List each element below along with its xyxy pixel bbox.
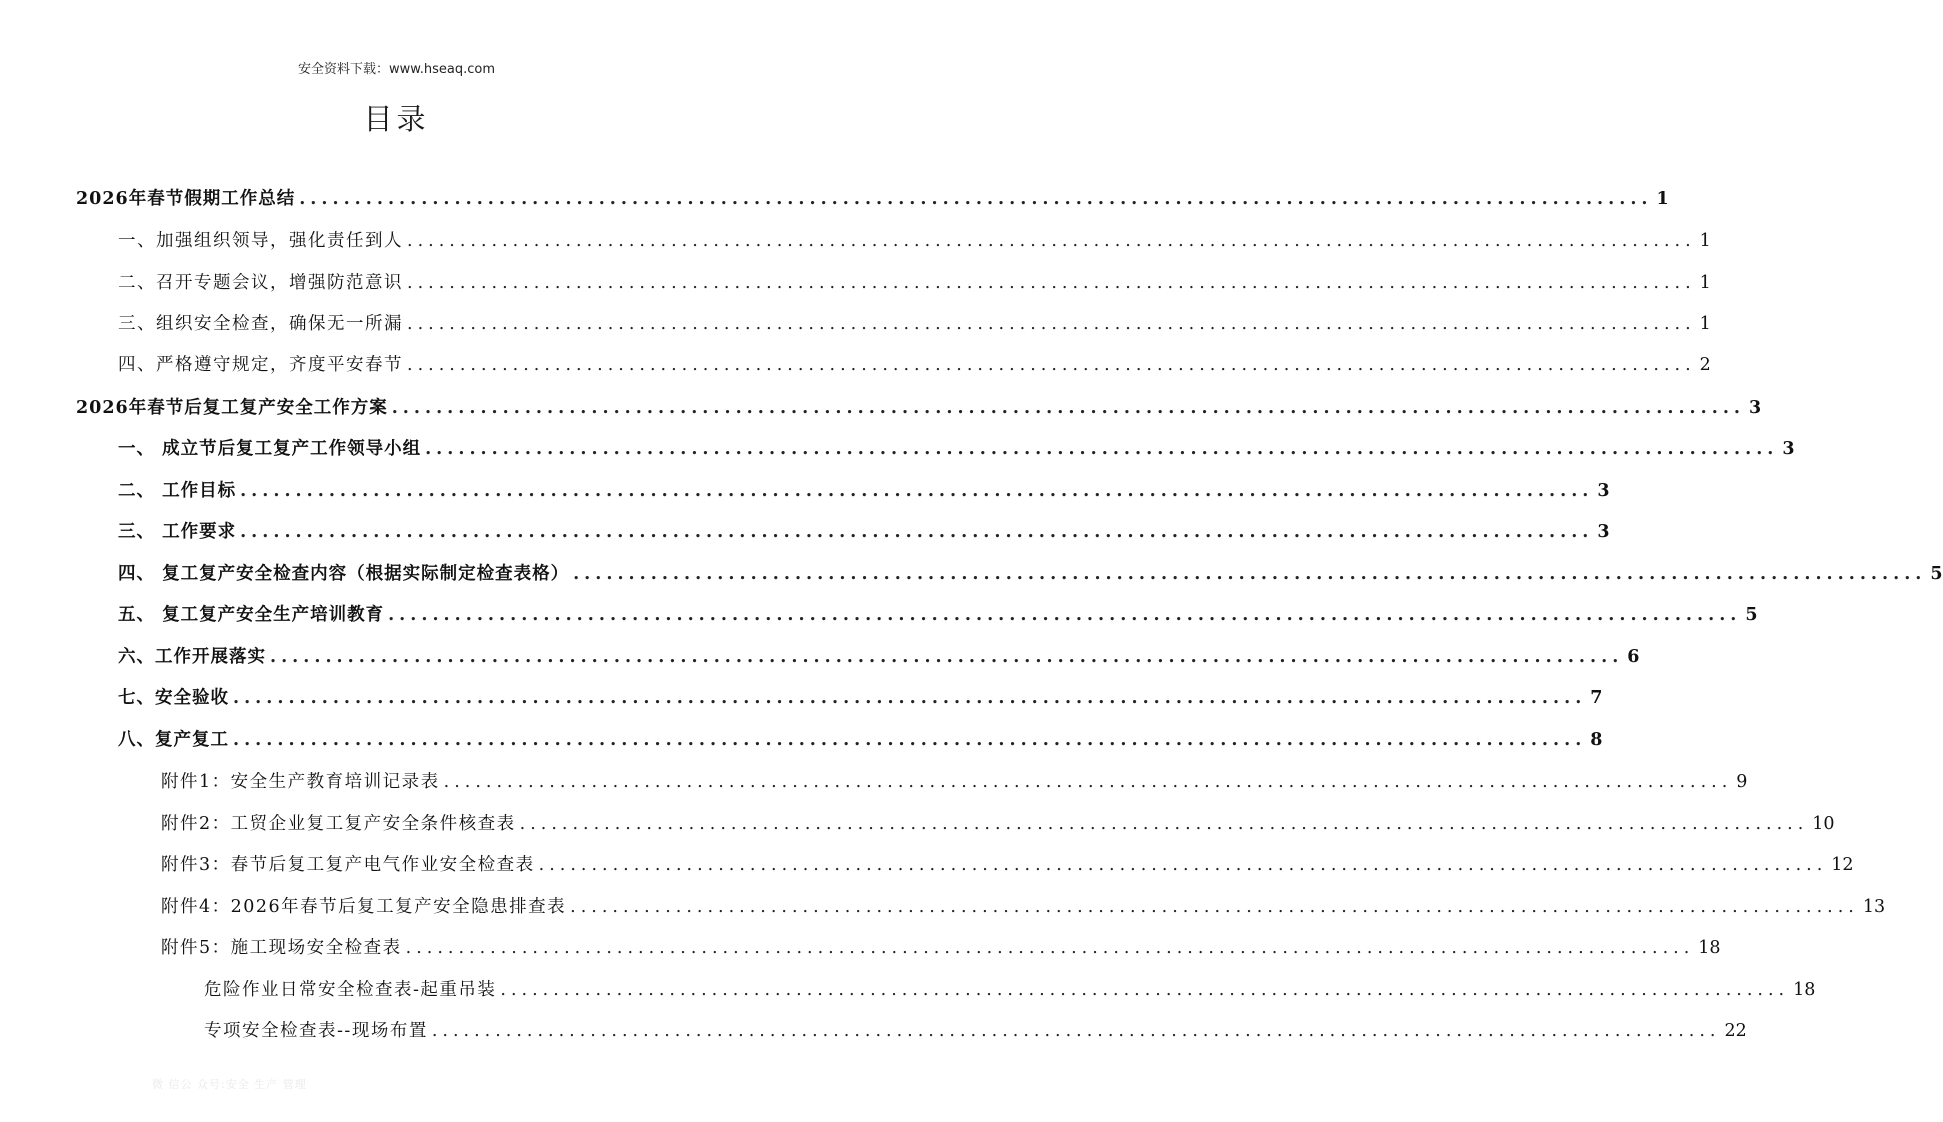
toc-page-number: 1: [1656, 189, 1669, 209]
toc-page-number: 7: [1590, 688, 1603, 708]
toc-entry-resumption-plan[interactable]: [76, 393, 1762, 419]
toc-page-number: 2: [1699, 355, 1711, 375]
toc-entry-attachment-3[interactable]: [161, 850, 1854, 876]
toc-page-number: 12: [1831, 855, 1854, 875]
toc-entry-site-layout-checklist[interactable]: [204, 1016, 1747, 1042]
toc-leader-dots: ..........................................................................................................................: [407, 273, 1696, 293]
toc-entry-inspection-content[interactable]: [118, 559, 1943, 585]
toc-entry-text: 三、组织安全检查，确保无一所漏: [118, 314, 403, 334]
toc-leader-dots: ..........................................................................................................................: [573, 564, 1927, 584]
toc-leader-dots: ..........................................................................................................................: [233, 730, 1587, 750]
toc-entry-work-requirements[interactable]: [118, 517, 1610, 543]
toc-entry-text: 六、工作开展落实: [118, 647, 266, 667]
toc-entry-text: 三、 工作要求: [118, 522, 237, 542]
toc-entry-text: 二、召开专题会议，增强防范意识: [118, 273, 403, 293]
toc-leader-dots: ..........................................................................................................................: [500, 980, 1790, 1000]
toc-entry-text: 附件1：安全生产教育培训记录表: [161, 772, 440, 792]
toc-leader-dots: ..........................................................................................................................: [407, 314, 1696, 334]
toc-entry-text: 五、 复工复产安全生产培训教育: [118, 605, 385, 625]
toc-leader-dots: ..........................................................................................................................: [407, 355, 1696, 375]
toc-page-number: 3: [1597, 522, 1610, 542]
toc-page-number: 8: [1590, 730, 1603, 750]
toc-page-number: 5: [1745, 605, 1758, 625]
toc-entry-text: 一、加强组织领导，强化责任到人: [118, 231, 403, 251]
toc-entry-text: 一、 成立节后复工复产工作领导小组: [118, 439, 422, 459]
toc-leader-dots: ..........................................................................................................................: [443, 772, 1733, 792]
toc-entry-resume-production[interactable]: [118, 725, 1603, 751]
toc-leader-dots: ..........................................................................................................................: [270, 647, 1624, 667]
toc-entry-safety-acceptance[interactable]: [118, 683, 1603, 709]
toc-entry-lifting-checklist[interactable]: [204, 975, 1816, 1001]
toc-leader-dots: ..........................................................................................................................: [240, 481, 1594, 501]
toc-entry-text: 附件2：工贸企业复工复产安全条件核查表: [161, 814, 516, 834]
toc-leader-dots: ..........................................................................................................................: [407, 231, 1696, 251]
toc-entry-safety-training[interactable]: [118, 600, 1758, 626]
toc-leader-dots: ..........................................................................................................................: [570, 897, 1859, 917]
toc-page-number: 1: [1699, 273, 1711, 293]
toc-entry-comply-regulations[interactable]: [118, 350, 1711, 376]
toc-entry-attachment-5[interactable]: [161, 933, 1721, 959]
toc-page-number: 18: [1698, 938, 1721, 958]
toc-entry-implementation[interactable]: [118, 642, 1640, 668]
page-header: 安全资料下载：www.hseaq.com: [298, 62, 495, 77]
toc-leader-dots: ..........................................................................................................................: [240, 522, 1594, 542]
toc-leader-dots: ..........................................................................................................................: [391, 398, 1746, 418]
toc-entry-attachment-2[interactable]: [161, 809, 1835, 835]
toc-leader-dots: ..........................................................................................................................: [425, 439, 1779, 459]
page-title: 目录: [363, 102, 430, 136]
toc-entry-text: 2026年春节后复工复产安全工作方案: [76, 398, 388, 418]
toc-entry-text: 2026年春节假期工作总结: [76, 189, 296, 209]
toc-entry-leading-group[interactable]: [118, 434, 1795, 460]
toc-entry-text: 四、 复工复产安全检查内容（根据实际制定检查表格）: [118, 564, 570, 584]
toc-page-number: 3: [1782, 439, 1795, 459]
toc-leader-dots: ..........................................................................................................................: [405, 938, 1695, 958]
toc-page-number: 10: [1812, 814, 1835, 834]
toc-entry-attachment-1[interactable]: [161, 767, 1748, 793]
toc-leader-dots: ..........................................................................................................................: [388, 605, 1742, 625]
toc-entry-text: 八、复产复工: [118, 730, 229, 750]
toc-entry-text: 附件5：施工现场安全检查表: [161, 938, 402, 958]
toc-page-number: 5: [1930, 564, 1943, 584]
toc-leader-dots: ..........................................................................................................................: [299, 189, 1653, 209]
toc-page-number: 1: [1699, 314, 1711, 334]
watermark: 微 信公 众号:安全 生产 管理: [152, 1078, 307, 1091]
toc-entry-safety-inspection[interactable]: [118, 309, 1711, 335]
toc-leader-dots: ..........................................................................................................................: [538, 855, 1828, 875]
toc-entry-text: 危险作业日常安全检查表-起重吊装: [204, 980, 497, 1000]
toc-entry-work-goals[interactable]: [118, 476, 1610, 502]
toc-page-number: 1: [1699, 231, 1711, 251]
toc-leader-dots: ..........................................................................................................................: [233, 688, 1587, 708]
toc-entry-text: 附件3：春节后复工复产电气作业安全检查表: [161, 855, 535, 875]
toc-entry-text: 专项安全检查表--现场布置: [204, 1021, 428, 1041]
toc-page-number: 3: [1749, 398, 1762, 418]
toc-entry-special-meeting[interactable]: [118, 268, 1711, 294]
toc-page-number: 13: [1862, 897, 1886, 917]
toc-entry-text: 附件4：2026年春节后复工复产安全隐患排查表: [161, 897, 567, 917]
toc-page-number: 18: [1793, 980, 1816, 1000]
toc-leader-dots: ..........................................................................................................................: [519, 814, 1809, 834]
toc-page-number: 6: [1627, 647, 1640, 667]
toc-entry-organization-leadership[interactable]: [118, 226, 1711, 252]
toc-leader-dots: ..........................................................................................................................: [431, 1021, 1721, 1041]
toc-entry-spring-festival-summary[interactable]: [76, 184, 1669, 210]
toc-entry-text: 二、 工作目标: [118, 481, 237, 501]
toc-entry-text: 七、安全验收: [118, 688, 229, 708]
toc-page-number: 22: [1724, 1021, 1747, 1041]
toc-page-number: 3: [1597, 481, 1610, 501]
toc-entry-attachment-4[interactable]: [161, 892, 1886, 918]
toc-entry-text: 四、严格遵守规定，齐度平安春节: [118, 355, 403, 375]
toc-page-number: 9: [1736, 772, 1748, 792]
